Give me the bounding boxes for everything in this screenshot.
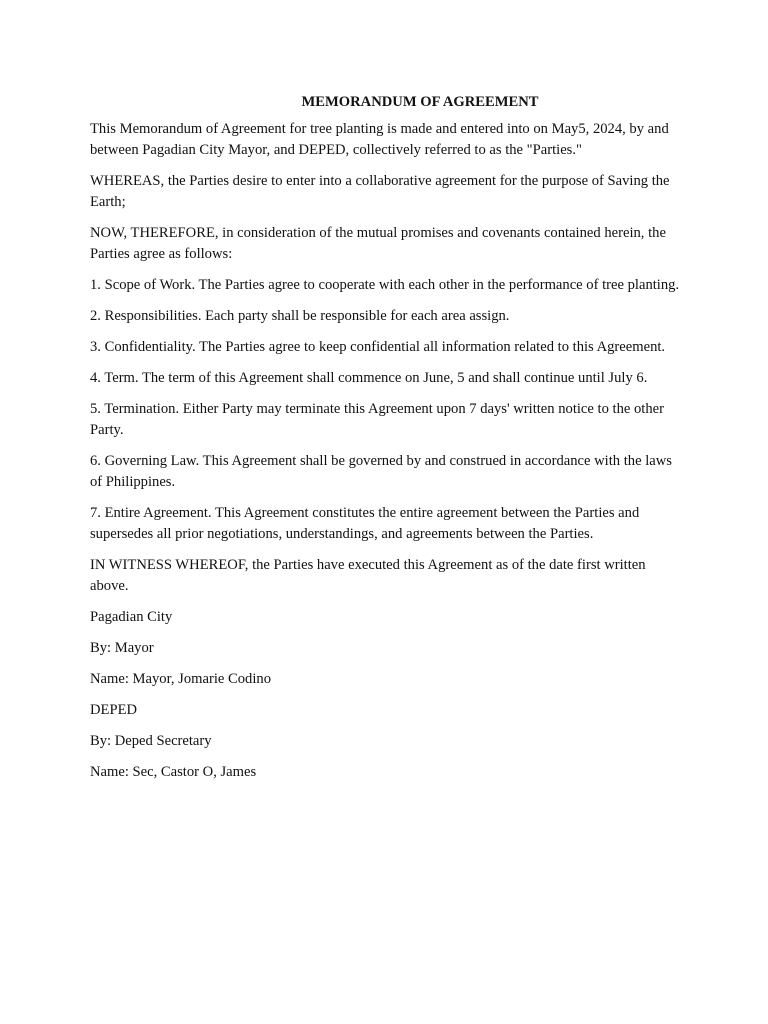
whereas-paragraph: WHEREAS, the Parties desire to enter into a collaborative agreement for the purpose of Saving the Earth;	[90, 173, 670, 210]
clause-scope-of-work: 1. Scope of Work. The Parties agree to cooperate with each other in the performance of tree planting.	[90, 277, 680, 293]
clause-confidentiality: 3. Confidentiality. The Parties agree to keep confidential all information related to this Agreement.	[90, 339, 666, 355]
intro-paragraph: This Memorandum of Agreement for tree planting is made and entered into on May5, 2024, by and between Pagadian City Mayor, and DEPED, collectively referred to as the "Parties."	[90, 121, 669, 158]
clause-responsibilities: 2. Responsibilities. Each party shall be responsible for each area assign.	[90, 308, 510, 324]
clause-term: 4. Term. The term of this Agreement shall commence on June, 5 and shall continue until July 6.	[90, 370, 648, 386]
party1-name: Pagadian City	[90, 609, 173, 625]
party2-name: DEPED	[90, 702, 138, 718]
party1-signatory: Name: Mayor, Jomarie Codino	[90, 671, 271, 687]
party2-signatory: Name: Sec, Castor O, James	[90, 764, 257, 780]
clause-governing-law: 6. Governing Law. This Agreement shall be governed by and construed in accordance with the laws of Philippines.	[90, 453, 672, 490]
signature-block	[90, 607, 680, 783]
clause-entire-agreement: 7. Entire Agreement. This Agreement constitutes the entire agreement between the Parties and supersedes all prior negotiations, understandings, and agreements between the Parties.	[90, 505, 640, 542]
party1-by: By: Mayor	[90, 640, 154, 656]
party2-by: By: Deped Secretary	[90, 733, 212, 749]
now-therefore-paragraph: NOW, THEREFORE, in consideration of the mutual promises and covenants contained herein, the Parties agree as follows:	[90, 225, 666, 262]
witness-paragraph: IN WITNESS WHEREOF, the Parties have executed this Agreement as of the date first written above.	[90, 557, 646, 594]
clause-termination: 5. Termination. Either Party may terminate this Agreement upon 7 days' written notice to the other Party.	[90, 401, 665, 438]
document-body	[90, 91, 680, 793]
document-title: MEMORANDUM OF AGREEMENT	[301, 94, 539, 110]
